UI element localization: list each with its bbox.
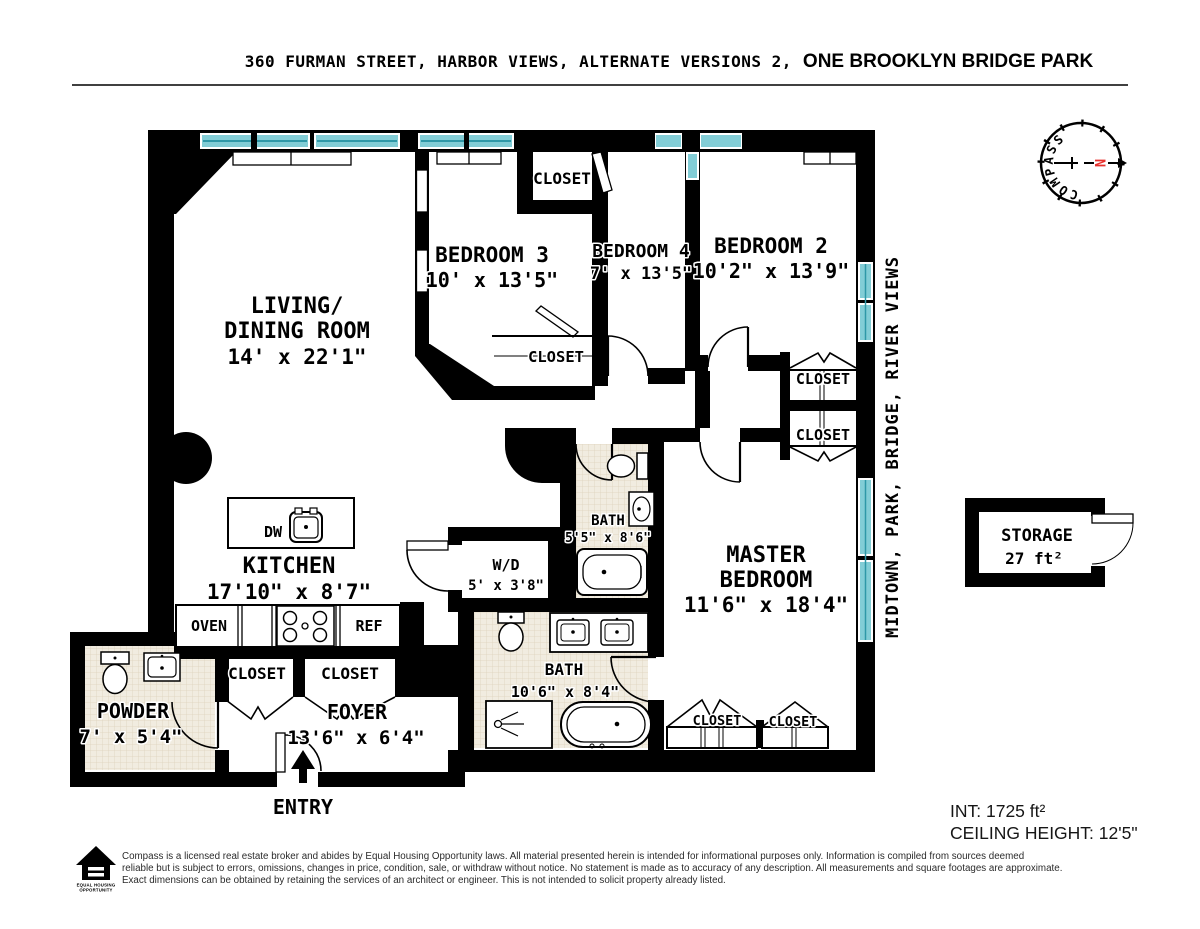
upper-bath-toilet-icon [608, 453, 649, 479]
plan-label-closet: CLOSET [795, 370, 851, 388]
upper-bath-tub-icon [577, 549, 647, 595]
entry-arrow-icon [291, 750, 315, 783]
plan-label-10-x-13-5: 10' x 13'5" [425, 268, 559, 292]
compass-north-label: N [1091, 158, 1107, 168]
window-top-bedroom3 [418, 133, 514, 149]
column-round [160, 432, 212, 484]
equal-housing-logo [76, 846, 116, 893]
window-right-master [858, 478, 873, 642]
page-title [245, 51, 1094, 72]
plan-label-dw: DW [263, 523, 283, 541]
plan-label-entry: ENTRY [272, 795, 334, 819]
plan-label-5-5-x-8-6: 5'5" x 8'6" [564, 531, 652, 546]
shower-icon [486, 701, 552, 748]
plan-label-powder: POWDER [96, 699, 170, 723]
pocket-door-leaf [417, 170, 428, 212]
plan-label-10-6-x-8-4: 10'6" x 8'4" [510, 683, 620, 701]
plan-label-storage: STORAGE [1001, 526, 1073, 546]
plan-label-dining-room: DINING ROOM [224, 319, 370, 344]
plan-label-master: MASTER [726, 543, 806, 568]
plan-label-oven: OVEN [190, 617, 228, 635]
plan-label-7-x-5-4: 7' x 5'4" [79, 726, 183, 748]
stats [950, 801, 1138, 843]
plan-label-living: LIVING/ [250, 294, 344, 319]
plan-label-bedroom: BEDROOM [719, 568, 813, 593]
upper-bath-sink-icon [629, 492, 654, 526]
plan-label-bedroom-3: BEDROOM 3 [435, 243, 549, 267]
interior-sqft: INT: 1725 ft² [950, 801, 1046, 821]
bedroom4-door [608, 336, 648, 376]
closet-door-leaf [536, 306, 578, 337]
plan-label-7-x-13-5: 7' x 13'5" [589, 264, 693, 284]
bedroom2-door [708, 327, 748, 367]
compass-ring-label: COMPASS [1040, 130, 1080, 203]
powder-sink-icon [144, 653, 180, 681]
plan-label-closet: CLOSET [768, 714, 818, 730]
freestanding-tub-icon [561, 702, 651, 748]
plan-label-13-6-x-6-4: 13'6" x 6'4" [287, 727, 425, 749]
stove-icon [277, 606, 334, 646]
header [72, 51, 1128, 85]
eho-text-line2: OPPORTUNITY [79, 887, 113, 893]
plan-label-closet: CLOSET [228, 664, 286, 683]
plan-label-closet: CLOSET [528, 348, 584, 366]
plan-label-bedroom-2: BEDROOM 2 [714, 234, 828, 258]
storage-door-leaf [1092, 514, 1133, 523]
disclaimer-line3: Exact dimensions can be obtained by retaining the services of an architect or engineer. This is not intended to solicit property already listed. [122, 875, 726, 886]
plan-label-foyer: FOYER [326, 700, 388, 724]
plan-label-bath: BATH [544, 660, 584, 679]
footer [76, 846, 1062, 893]
title-address: 360 FURMAN STREET, HARBOR VIEWS, ALTERNATE VERSIONS 2, [244, 52, 792, 71]
plan-label-kitchen: KITCHEN [242, 554, 336, 579]
compass-rose [1041, 123, 1127, 203]
plan-label-5-x-3-8: 5' x 3'8" [468, 578, 544, 594]
plan-label-17-10-x-8-7: 17'10" x 8'7" [206, 580, 372, 604]
double-vanity-icon [550, 613, 648, 652]
plan-label-27-ft: 27 ft² [1005, 549, 1063, 568]
plan-label-closet: CLOSET [321, 664, 379, 683]
plan-label-closet: CLOSET [795, 426, 851, 444]
north-arrow-icon [1118, 158, 1127, 168]
plan-label-midtown-park-bridge-river-views: MIDTOWN, PARK, BRIDGE, RIVER VIEWS [883, 256, 903, 638]
window-sills [233, 152, 856, 165]
disclaimer-line2: reliable but is subject to errors, omissions, changes in price, condition, sale, or withdraw without notice. No statement is made as to accuracy of any description. All measurements and square footages are approximate. [122, 863, 1063, 874]
plan-label-10-2-x-13-9: 10'2" x 13'9" [692, 259, 850, 283]
plan-label-closet: CLOSET [533, 169, 591, 188]
lower-bath-toilet-icon [498, 612, 524, 651]
master-door [700, 442, 740, 482]
plan-label-bedroom-4: BEDROOM 4 [592, 241, 690, 262]
plan-label-w-d: W/D [492, 556, 520, 574]
plan-label-11-6-x-18-4: 11'6" x 18'4" [683, 593, 849, 617]
powder-toilet-icon [101, 652, 129, 694]
plan-label-bath: BATH [591, 513, 625, 529]
column-quarter [505, 428, 560, 483]
island-sink-icon [290, 508, 322, 542]
plan-label-ref: REF [355, 617, 383, 635]
ceiling-height: CEILING HEIGHT: 12'5" [950, 823, 1138, 843]
plan-label-closet: CLOSET [692, 713, 742, 729]
eho-text-line1: EQUAL HOUSING [76, 882, 116, 888]
disclaimer-line1: Compass is a licensed real estate broker and abides by Equal Housing Opportunity laws. All material presented herein is intended for informational purposes only. Information is compiled from sources deemed [122, 851, 1025, 862]
window-top-living [200, 133, 400, 149]
wd-door [407, 541, 448, 591]
title-building: ONE BROOKLYN BRIDGE PARK [802, 51, 1094, 72]
plan-label-14-x-22-1: 14' x 22'1" [227, 345, 367, 369]
window-top-bedroom2 [700, 133, 742, 149]
